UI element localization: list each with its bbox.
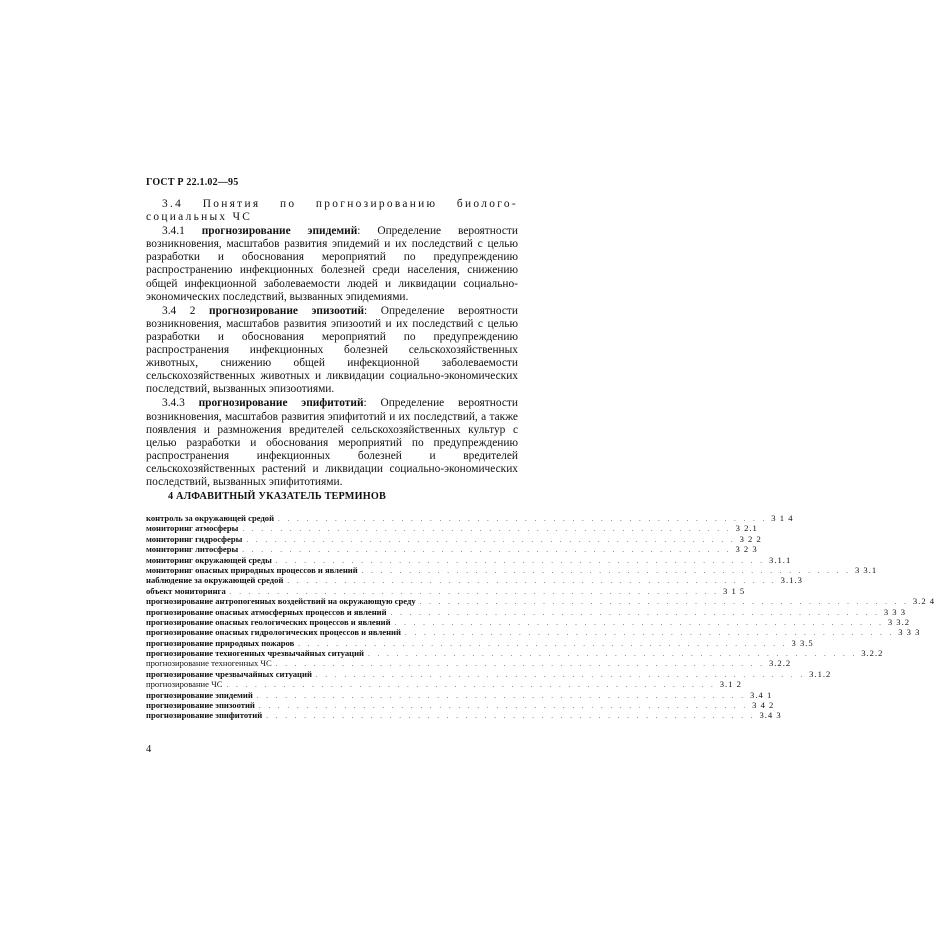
index-ref: 3.2.2 bbox=[768, 658, 792, 669]
index-row bbox=[146, 689, 773, 700]
index-row bbox=[146, 658, 792, 669]
section-title: 3.4 Понятия по прогнозированию биолого-социальных ЧС bbox=[146, 198, 518, 224]
index-term: прогнозирование антропогенных воздействий на окружающую среду bbox=[146, 596, 416, 607]
index-row bbox=[146, 585, 746, 596]
index-term: прогнозирование природных пожаров bbox=[146, 637, 295, 648]
index-row bbox=[146, 627, 921, 638]
index-ref: 3 3 3 bbox=[898, 627, 921, 638]
index-row bbox=[146, 533, 762, 544]
definition-term: прогнозирование эпифитотий bbox=[198, 397, 364, 410]
leader-dots: . . . . . . . . . . . . . . . . . . . . . . . . . . . . . . . . . . . . . . . . . . . . . . . . . . . . bbox=[266, 712, 756, 721]
index-term: объект мониторинга bbox=[146, 585, 226, 596]
index-row bbox=[146, 616, 911, 627]
index-ref: 3 2 3 bbox=[735, 544, 758, 555]
section-4-title: 4 АЛФАВИТНЫЙ УКАЗАТЕЛЬ ТЕРМИНОВ bbox=[168, 491, 386, 502]
page-number: 4 bbox=[146, 744, 152, 755]
index-row bbox=[146, 710, 782, 721]
index-term: прогнозирование опасных гидрологических процессов и явлений bbox=[146, 627, 401, 638]
definition-text: : Определение вероятности возникновения, масштабов развития эпидемий и их последствий с целью разработки и обоснования мероприятий по предупреждению распространению инфекционных болезней среди населения, снижению общей инфекционной заболеваемости людей и ликвидации социально-экономических последствий, вызванных эпидемиями. bbox=[146, 225, 518, 303]
leader-dots: . . . . . . . . . . . . . . . . . . . . . . . . . . . . . . . . . . . . . . . . . . . . . . . . . . . . bbox=[404, 629, 895, 638]
index-term: прогнозирование чрезвычайных ситуаций bbox=[146, 668, 312, 679]
index-row bbox=[146, 513, 794, 523]
index-row bbox=[146, 575, 803, 586]
index-row bbox=[146, 544, 758, 555]
leader-dots: . . . . . . . . . . . . . . . . . . . . . . . . . . . . . . . . . . . . . . . . . . . . . . . . . . . . bbox=[419, 598, 909, 607]
index-ref: 3.1.3 bbox=[780, 575, 803, 586]
leader-dots: . . . . . . . . . . . . . . . . . . . . . . . . . . . . . . . . . . . . . . . . . . . . . . . . . . . . bbox=[315, 670, 806, 679]
leader-dots: . . . . . . . . . . . . . . . . . . . . . . . . . . . . . . . . . . . . . . . . . . . . . . . . . . . . bbox=[278, 515, 768, 523]
index-term: мониторинг атмосферы bbox=[146, 523, 239, 534]
index-ref: 3.1 2 bbox=[719, 679, 742, 690]
index-row bbox=[146, 564, 878, 575]
index-row bbox=[146, 648, 884, 659]
index-ref: 3 4 2 bbox=[752, 700, 775, 711]
leader-dots: . . . . . . . . . . . . . . . . . . . . . . . . . . . . . . . . . . . . . . . . . . . . . . . . . . . . bbox=[390, 608, 880, 617]
definition-3-4-2 bbox=[146, 305, 518, 397]
definition-number: 3.4.1 bbox=[162, 225, 185, 238]
definition-number: 3.4 2 bbox=[162, 304, 196, 317]
index-row bbox=[146, 606, 906, 617]
index-term: прогнозирование ЧС bbox=[146, 679, 223, 690]
index-term: прогнозирование опасных геологических процессов и явлений bbox=[146, 616, 391, 627]
leader-dots: . . . . . . . . . . . . . . . . . . . . . . . . . . . . . . . . . . . . . . . . . . . . . . . . . . . . bbox=[258, 702, 749, 711]
index-term: наблюдение за окружающей средой bbox=[146, 575, 284, 586]
index-term: мониторинг опасных природных процессов и явлений bbox=[146, 564, 358, 575]
index-term: прогнозирование опасных атмосферных процессов и явлений bbox=[146, 606, 387, 617]
leader-dots: . . . . . . . . . . . . . . . . . . . . . . . . . . . . . . . . . . . . . . . . . . . . . . . . . . . . bbox=[242, 525, 732, 534]
index-ref: 3.1.1 bbox=[769, 554, 792, 565]
leader-dots: . . . . . . . . . . . . . . . . . . . . . . . . . . . . . . . . . . . . . . . . . . . . . . . . . . . . bbox=[246, 535, 736, 544]
leader-dots: . . . . . . . . . . . . . . . . . . . . . . . . . . . . . . . . . . . . . . . . . . . . . . . . . . . . bbox=[256, 691, 747, 700]
index-ref: 3.2.2 bbox=[861, 648, 884, 659]
document-header: ГОСТ Р 22.1.02—95 bbox=[146, 177, 239, 188]
index-ref: 3.1.2 bbox=[809, 668, 832, 679]
index-term: прогнозирование техногенных ЧС bbox=[146, 658, 272, 669]
leader-dots: . . . . . . . . . . . . . . . . . . . . . . . . . . . . . . . . . . . . . . . . . . . . . . . . . . . . bbox=[367, 650, 858, 659]
definition-text: : Определение вероятности возникновения, масштабов развития эпизоотий и их последствий с целью разработки и обоснования мероприятий по предупреждению распространения инфекционных болезней сельскохозяйственных животных, снижению общей инфекционной заболеваемости сельскохозяйственных животных и ликвидации социально-экономических последствий, вызванных эпизоотиями. bbox=[146, 304, 518, 396]
index-row bbox=[146, 700, 775, 711]
index-ref: 3.4 1 bbox=[750, 689, 773, 700]
index-term: прогнозирование эпидемий bbox=[146, 689, 253, 700]
index-ref: 3.2 4 bbox=[912, 596, 936, 607]
index-row bbox=[146, 668, 832, 679]
definition-text: : Определение вероятности возникновения, масштабов развития эпифитотий и их последствий, а также появления и размножения вредителей сельскохозяйственных культур с целью разработки и обоснования мероприятий по предупреждению распространения инфекционных болезней и вредителей сельскохозяйственных растений и ликвидации социально-экономических последствий, вызванных эпифитотиями. bbox=[146, 397, 518, 488]
index-ref: 3 3.2 bbox=[887, 616, 911, 627]
index-ref: 3 1 5 bbox=[723, 585, 746, 596]
index-row bbox=[146, 554, 792, 565]
section-3-4 bbox=[146, 198, 518, 490]
leader-dots: . . . . . . . . . . . . . . . . . . . . . . . . . . . . . . . . . . . . . . . . . . . . . . . . . . . . bbox=[287, 577, 777, 586]
leader-dots: . . . . . . . . . . . . . . . . . . . . . . . . . . . . . . . . . . . . . . . . . . . . . . . . . . . . bbox=[361, 566, 851, 575]
index-term: мониторинг окружающей среды bbox=[146, 554, 272, 565]
index-ref: 3 3.5 bbox=[791, 637, 814, 648]
leader-dots: . . . . . . . . . . . . . . . . . . . . . . . . . . . . . . . . . . . . . . . . . . . . . . . . . . . . bbox=[226, 681, 716, 690]
index-term: мониторинг гидросферы bbox=[146, 533, 243, 544]
index-term: мониторинг литосферы bbox=[146, 544, 239, 555]
index-term: прогнозирование эпизоотий bbox=[146, 700, 255, 711]
leader-dots: . . . . . . . . . . . . . . . . . . . . . . . . . . . . . . . . . . . . . . . . . . . . . . . . . . . . bbox=[275, 556, 766, 565]
index-row bbox=[146, 679, 742, 690]
definition-term: прогнозирование эпизоотий bbox=[209, 304, 365, 317]
definition-number: 3.4.3 bbox=[162, 397, 185, 410]
index-row bbox=[146, 523, 758, 534]
index-term: прогнозирование эпифитотий bbox=[146, 710, 263, 721]
index-ref: 3 3.1 bbox=[854, 564, 878, 575]
definition-3-4-1 bbox=[146, 225, 518, 304]
leader-dots: . . . . . . . . . . . . . . . . . . . . . . . . . . . . . . . . . . . . . . . . . . . . . . . . . . . . bbox=[298, 639, 788, 648]
leader-dots: . . . . . . . . . . . . . . . . . . . . . . . . . . . . . . . . . . . . . . . . . . . . . . . . . . . . bbox=[394, 618, 884, 627]
index-ref: 3 1 4 bbox=[771, 513, 794, 523]
term-index bbox=[146, 513, 936, 721]
index-ref: 3 2.1 bbox=[735, 523, 758, 534]
index-term: контроль за окружающей средой bbox=[146, 513, 275, 523]
index-term: прогнозирование техногенных чрезвычайных ситуаций bbox=[146, 648, 364, 659]
index-row bbox=[146, 637, 814, 648]
index-ref: 3 2 2 bbox=[739, 533, 762, 544]
index-ref: 3 3 3 bbox=[883, 606, 906, 617]
definition-term: прогнозирование эпидемий bbox=[201, 225, 358, 238]
index-row bbox=[146, 596, 936, 607]
index-ref: 3.4 3 bbox=[759, 710, 782, 721]
leader-dots: . . . . . . . . . . . . . . . . . . . . . . . . . . . . . . . . . . . . . . . . . . . . . . . . . . . . bbox=[229, 587, 720, 596]
leader-dots: . . . . . . . . . . . . . . . . . . . . . . . . . . . . . . . . . . . . . . . . . . . . . . . . . . . . bbox=[242, 546, 732, 555]
definition-3-4-3 bbox=[146, 397, 518, 489]
leader-dots: . . . . . . . . . . . . . . . . . . . . . . . . . . . . . . . . . . . . . . . . . . . . . . . . . . . . bbox=[275, 660, 765, 669]
